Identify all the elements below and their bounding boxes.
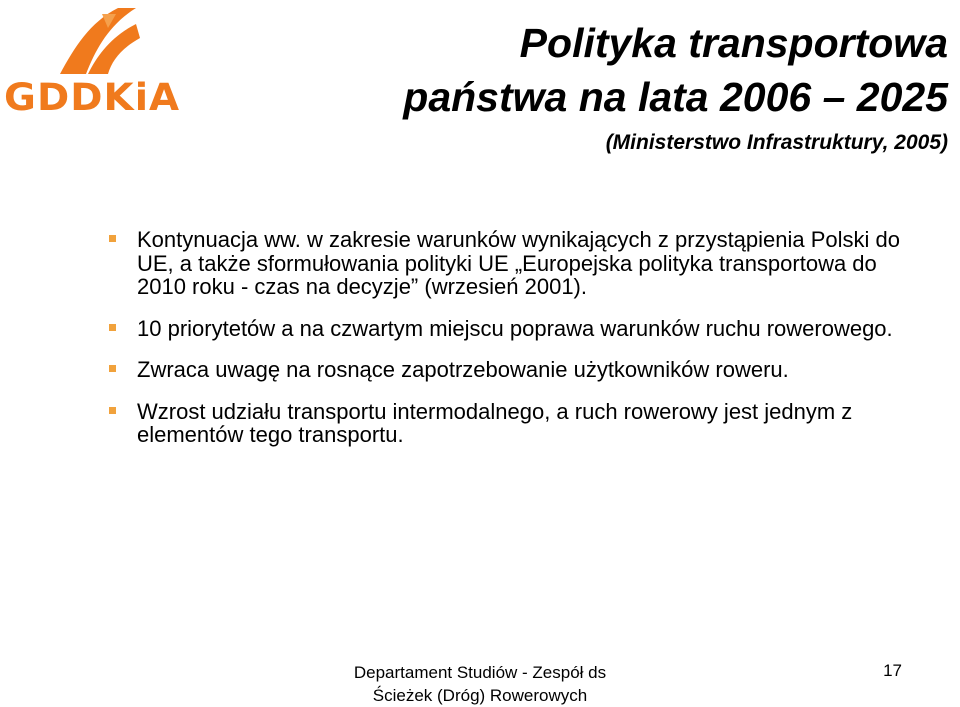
- title-line-2: państwa na lata 2006 – 2025: [403, 74, 948, 120]
- logo-text: GDDKiA: [4, 76, 181, 119]
- page-number: 17: [883, 661, 902, 680]
- footer-department: [320, 661, 640, 707]
- bullet-item: [108, 400, 908, 447]
- footer-line-2: Ścieżek (Dróg) Rowerowych: [372, 686, 588, 705]
- bullet-text: Zwraca uwagę na rosnące zapotrzebowanie użytkowników roweru.: [137, 357, 789, 382]
- bullet-item: [108, 228, 908, 299]
- bullet-marker-icon: [109, 407, 116, 414]
- title-subtitle: (Ministerstwo Infrastruktury, 2005): [605, 131, 948, 154]
- road-logo-icon: [52, 4, 142, 76]
- bullet-text: Wzrost udziału transportu intermodalnego, a ruch rowerowy jest jednym z elementów tego transportu.: [137, 398, 853, 447]
- bullet-item: [108, 358, 908, 382]
- gddkia-logo: [0, 0, 200, 130]
- bullet-marker-icon: [109, 235, 116, 242]
- footer-line-1: Departament Studiów - Zespół ds: [353, 663, 607, 682]
- bullet-text: 10 priorytetów a na czwartym miejscu poprawa warunków ruchu rowerowego.: [137, 315, 893, 341]
- slide-title: [403, 16, 948, 158]
- bullet-marker-icon: [109, 324, 116, 331]
- title-line-1: Polityka transportowa: [519, 20, 948, 66]
- bullet-item: [108, 317, 908, 341]
- bullet-text: Kontynuacja ww. w zakresie warunków wynikających z przystąpienia Polski do UE, a także sformułowania polityki UE „Europejska polityka transportowa do 2010 roku - czas na decyzje” (wrzesień 2001).: [137, 227, 901, 299]
- bullet-list: [108, 228, 908, 447]
- bullet-marker-icon: [109, 365, 116, 372]
